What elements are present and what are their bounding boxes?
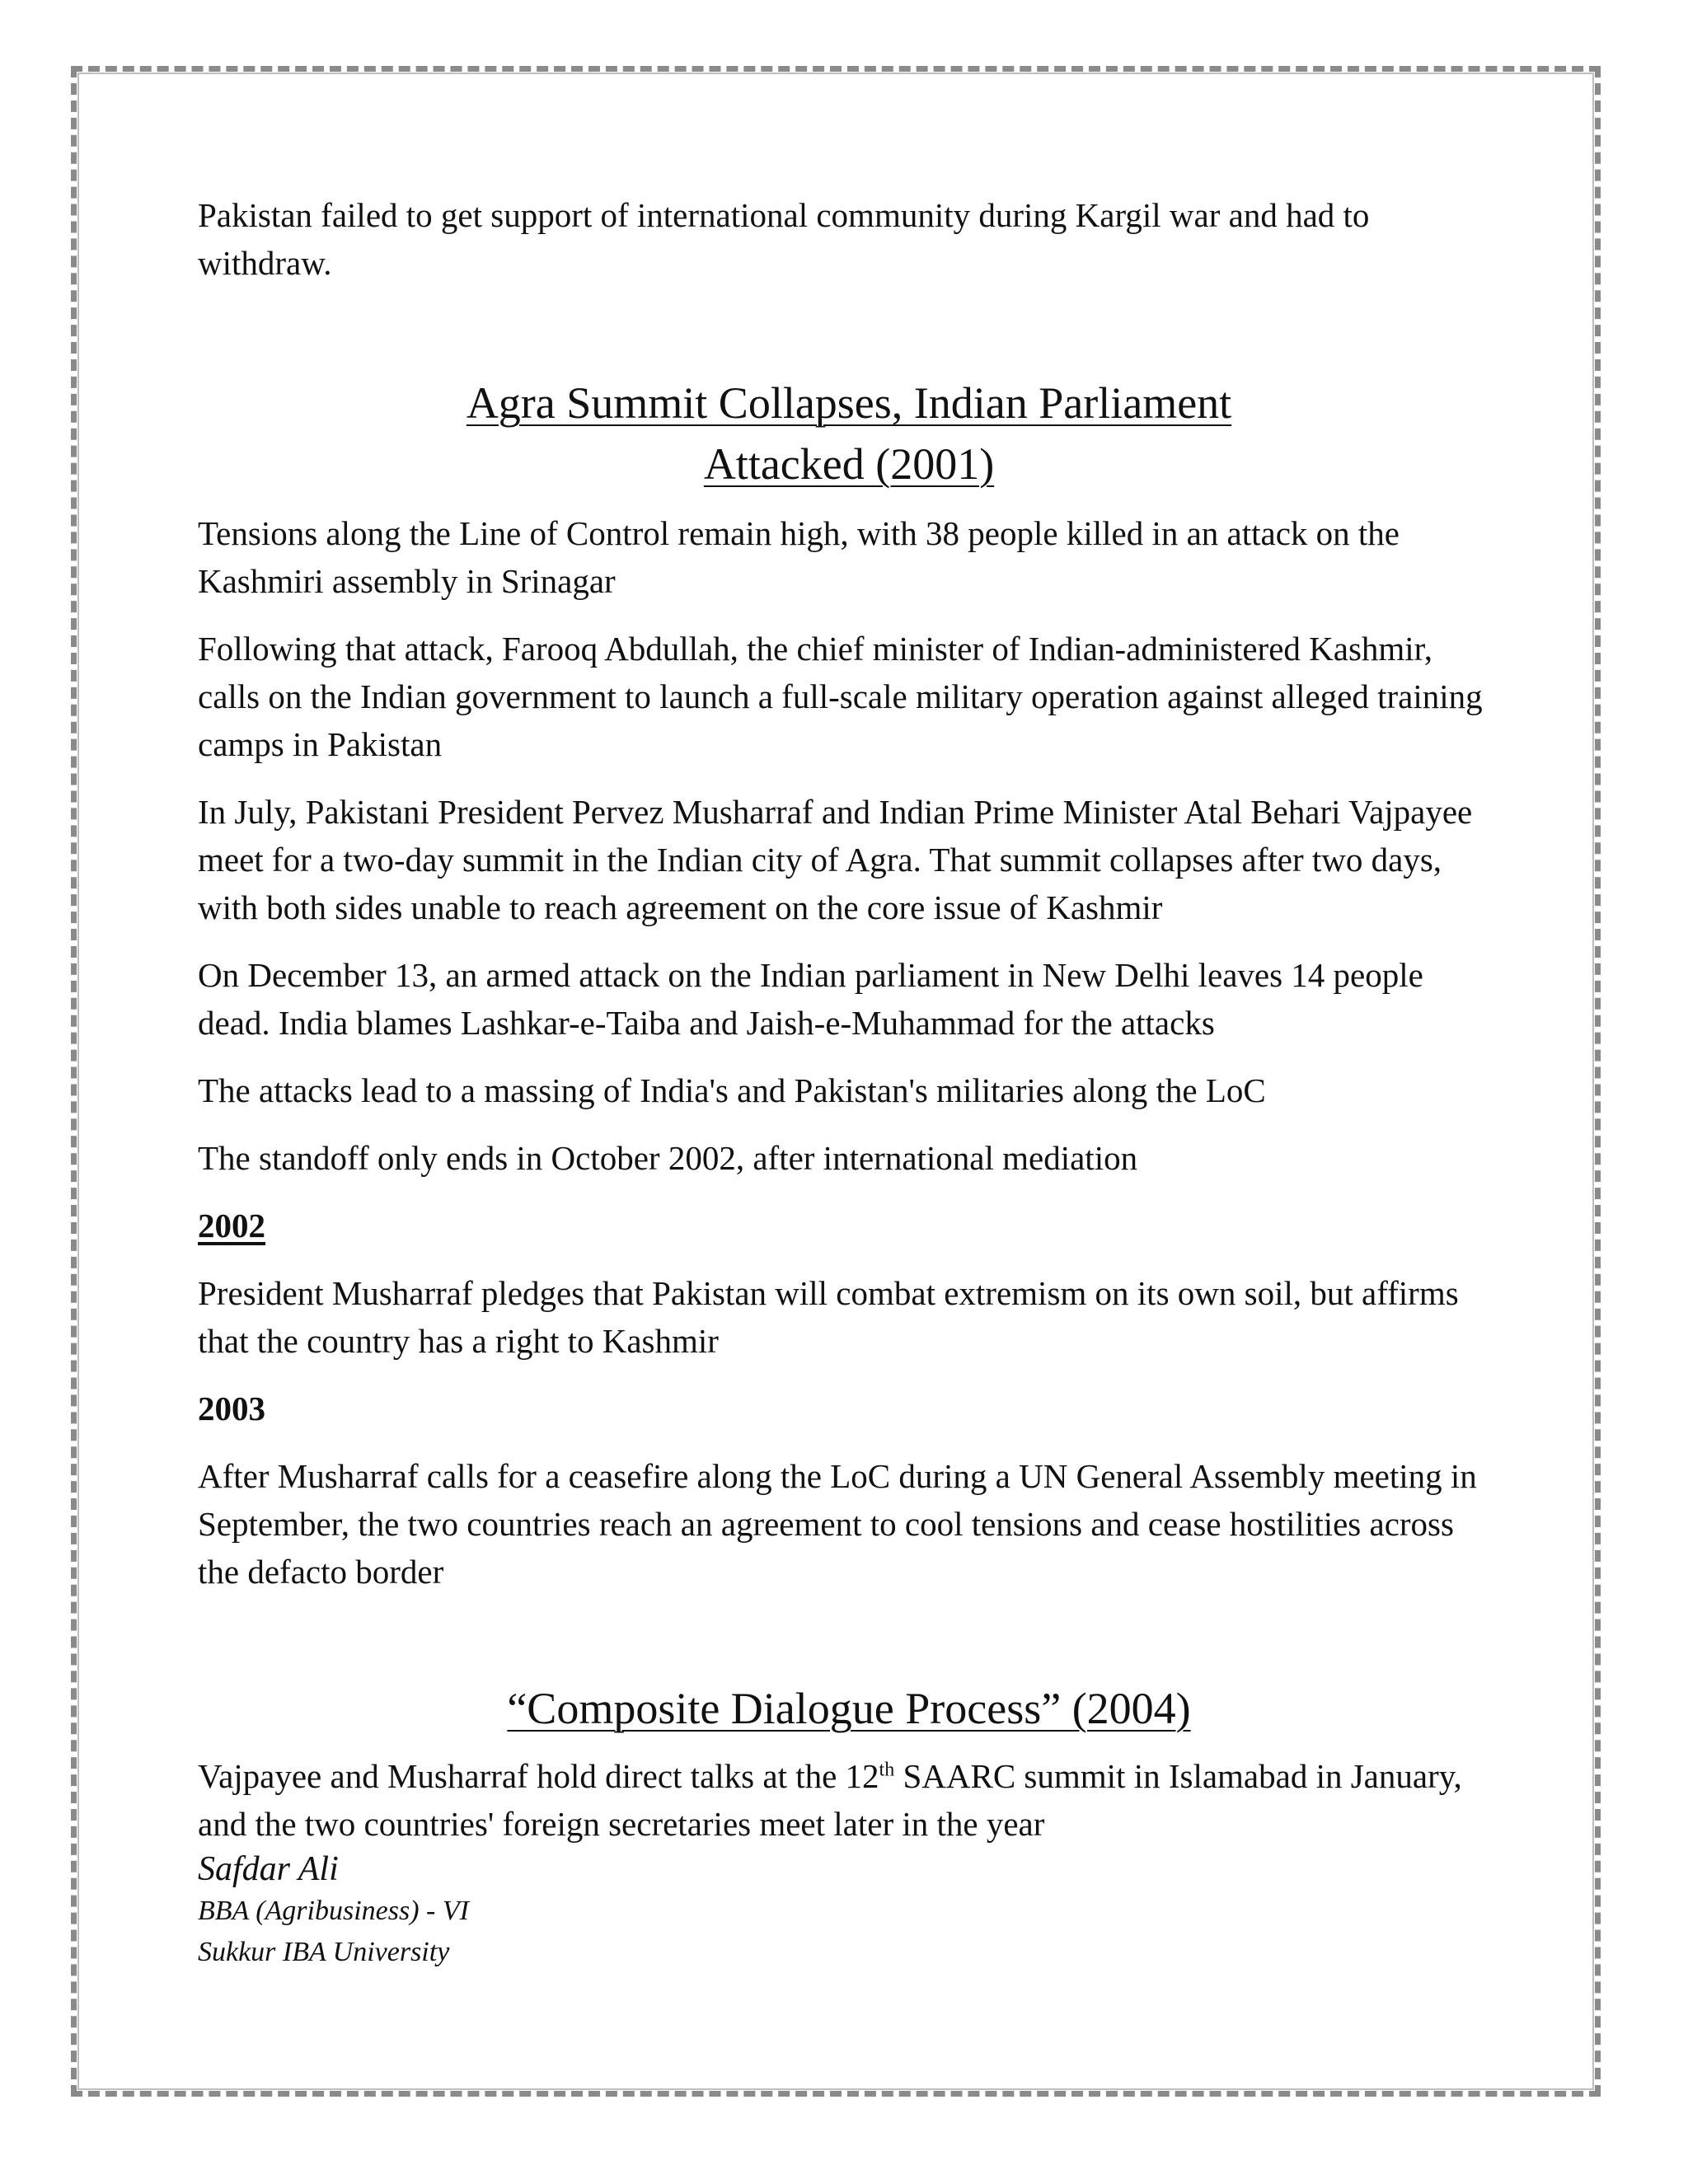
intro-paragraph: Pakistan failed to get support of international community during Kargil war and had to withdraw.: [198, 196, 1370, 282]
document-body: [198, 191, 1500, 1973]
paragraph-standoff-end: The standoff only ends in October 2002, after international mediation: [198, 1139, 1138, 1177]
author-university: Sukkur IBA University: [198, 1937, 450, 1967]
author-name: Safdar Ali: [198, 1850, 339, 1888]
year-heading-2003: 2003: [198, 1390, 265, 1427]
saarc-text-end: SAARC summit in Islamabad in January, and the two countries' foreign secretaries meet later in the year: [198, 1757, 1462, 1843]
paragraph-farooq-abdullah: Following that attack, Farooq Abdullah, the chief minister of Indian-administered Kashmir, calls on the Indian government to launch a full-scale military operation against alleged training camps in Pakistan: [198, 630, 1483, 763]
paragraph-parliament-attack: On December 13, an armed attack on the Indian parliament in New Delhi leaves 14 people dead. India blames Lashkar-e-Taiba and Jaish-e-Muhammad for the attacks: [198, 956, 1423, 1042]
section-heading-composite-dialogue: “Composite Dialogue Process” (2004): [507, 1684, 1191, 1733]
paragraph-loc-tensions: Tensions along the Line of Control remain high, with 38 people killed in an attack on the Kashmiri assembly in Srinagar: [198, 514, 1400, 600]
ordinal-suffix: th: [879, 1759, 895, 1781]
year-heading-2002: 2002: [198, 1207, 265, 1244]
paragraph-military-massing: The attacks lead to a massing of India's and Pakistan's militaries along the LoC: [198, 1071, 1266, 1109]
paragraph-2002: President Musharraf pledges that Pakistan will combat extremism on its own soil, but affirms that the country has a right to Kashmir: [198, 1274, 1459, 1360]
paragraph-agra-summit: In July, Pakistani President Pervez Musharraf and Indian Prime Minister Atal Behari Vajpayee meet for a two-day summit in the Indian city of Agra. That summit collapses after two days, with both sides unable to reach agreement on the core issue of Kashmir: [198, 793, 1473, 926]
section-heading-agra-line1: Agra Summit Collapses, Indian Parliament: [466, 378, 1232, 428]
section-heading-agra: [198, 373, 1500, 494]
author-program: BBA (Agribusiness) - VI: [198, 1896, 469, 1926]
section-heading-agra-line2: Attacked (2001): [703, 439, 995, 489]
paragraph-2003: After Musharraf calls for a ceasefire along the LoC during a UN General Assembly meeting in September, the two countries reach an agreement to cool tensions and cease hostilities across the defacto border: [198, 1457, 1477, 1591]
saarc-text-start: Vajpayee and Musharraf hold direct talks at the 12: [198, 1757, 879, 1795]
paragraph-saarc-talks: [198, 1752, 1500, 1848]
